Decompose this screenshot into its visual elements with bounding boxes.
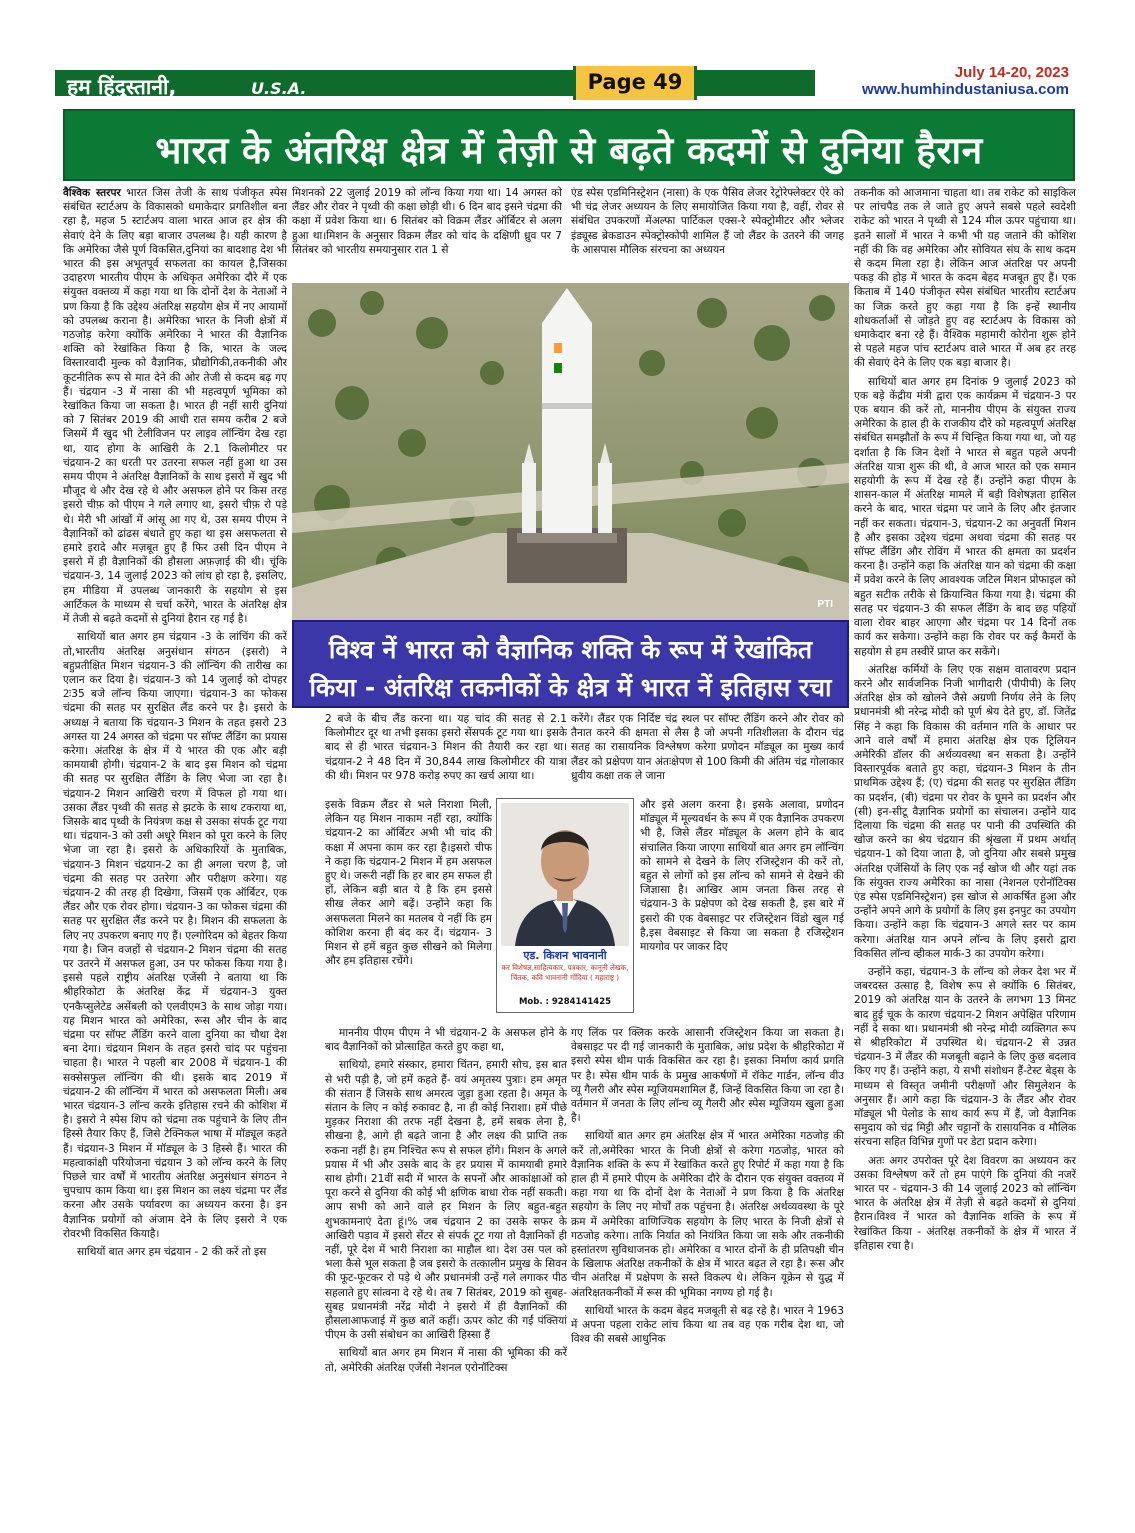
paragraph: और इसे अलग करना है। इसके अलावा, प्रणोदन मॉड्यूल में मूल्यवर्धन के रूप में एक वैज्ञानिक उपकरण भी है, जिसे लैंडर मॉड्यूल के अलग होने के बाद संचालित किया जाएगा साथियों बात अगर हम लॉन्चिंग को सामने से देखने के लिए रजिस्ट्रेशन की करें तो, बहुत से लोगों को इस लॉन्च को सामने से देखने की जिज्ञासा है। आखिर आम जनता किस तरह से चंद्रयान-3 के प्रक्षेपण को देख सकती है, इस बारे में इसरो की एक वेबसाइट पर रजिस्ट्रेशन विंडो खुल गई है,इस वेबसाइट से किया जा सकता है रजिस्ट्रेशन मायगोव पर जाकर दिए: [640, 799, 844, 954]
author-portrait: [501, 803, 629, 946]
lead-in: वैश्विक स्तरपर: [63, 187, 121, 199]
article-column-3-a: [571, 712, 844, 796]
paragraph: गए लिंक पर क्लिक करके आसानी रजिस्ट्रेशन किया जा सकता है। वेबसाइट पर दी गई जानकारी के मुताबिक, आंध्र प्रदेश के श्रीहरिकोटा में इसरो स्पेस थीम पार्क विकसित कर रहा है। इसका निर्माण कार्य प्रगति पर है। स्पेस थीम पार्क के प्रमुख आकर्षणों में रॉकेट गार्डन, लॉन्च वीउ व्यू गैलरी और स्पेस म्यूजियमशामिल हैं, जिन्हें विकसित किया जा रहा है। वर्तमान में जनता के लिए लॉन्च व्यू गैलरी और स्पेस म्यूजियम खुला हुआ है।: [571, 1027, 844, 1125]
page-number: Page 49: [587, 70, 683, 94]
article-column-2-b: [325, 798, 492, 1024]
paragraph: करेंगे। लैंडर एक निर्दिष्ट चंद्र स्थल पर सॉफ्ट लैंडिंग करने और रोवर को तैनात करने की क्षमता से लैस है जो अपनी गतिशीलता के दौरान चंद्र सतह का रासायनिक विश्लेषण करेगा प्रणोदन मॉड्यूल का मुख्य कार्य लैंडर को प्रक्षेपण यान अंतःक्षेपण से 100 किमी की अंतिम चंद्र गोलाकार ध्रुवीय कक्षा तक ले जाना: [571, 713, 844, 782]
paragraph: माननीय पीएम पीएम ने भी चंद्रयान-2 के असफल होने के बाद वैज्ञानिकों को प्रोत्साहित करते हुए कहा था,: [325, 1027, 567, 1054]
subheadline-line-2: किया - अंतरिक्ष तकनीकों के क्षेत्र में भारत नें इतिहास रचा: [309, 673, 832, 702]
rocket-launch-pad-image: [292, 283, 849, 620]
paragraph: साथियों बात अगर हम चंद्रयान - 2 की करें तो इस: [77, 1246, 267, 1259]
headline-banner: [63, 109, 1075, 181]
masthead-title: हम हिंदुस्तानी,: [67, 75, 177, 99]
masthead-meta: [815, 64, 1075, 100]
article-column-2-top: [292, 186, 562, 282]
subheadline-line-1: विश्व नें भारत को वैज्ञानिक शक्ति के रूप में रेखांकित: [328, 635, 813, 664]
article-column-4: [854, 186, 1076, 1454]
subheadline-box: [292, 620, 849, 708]
article-column-3-c: [571, 1026, 844, 1454]
paragraph: साथियों बात अगर हम दिनांक 9 जुलाई 2023 को एक बड़े केंद्रीय मंत्री द्वारा एक कार्यक्रम में चंद्रयान-3 पर एक बयान की करें तो, माननीय पीएम के संयुक्त राज्य अमेरिका के हाल ही के राजकीय दौरे को महत्वपूर्ण अंतरिक्ष संबंधित समझौतों के रूप में चिन्हित किया गया था, जो यह दर्शाता है कि जिन देशों ने भारत से बहुत पहले अपनी अंतरिक्ष यात्रा शुरू की थी, वे आज भारत को एक समान सहयोगी के रूप में देख रहे हैं। उन्होंने कहा पीएम के शासन-काल में अंतरिक्ष मामले में बड़ी विशेषज्ञता हासिल करने के बाद, भारत चंद्रमा पर जाने के लिए और इंतजार नहीं कर सकता। चंद्रयान-3, चंद्रयान-2 का अनुवर्ती मिशन है और इसका उद्देश्य चंद्रमा अथवा चंद्रमा की सतह पर सॉफ्ट लैंडिंग और रोविंग में भारत की क्षमता का प्रदर्शन करना है। उन्होंने कहा कि अंतरिक्ष यान को चंद्रमा की कक्षा में प्रवेश करने के लिए आवश्यक जटिल मिशन प्रोफाइल को बहुत सटीक तरीके से क्रियान्वित किया गया है। चंद्रमा की सतह पर चंद्रयान-3 की सफल लैंडिंग के बाद छह पहियों वाला रोवर बाहर आएगा और चंद्रमा पर 14 दिनों तक कार्य कर सकेगा। उन्होंने कहा कि रोवर पर कई कैमरों के सहयोग से हम तस्वीरें प्राप्त कर सकेंगे।: [854, 375, 1076, 658]
article-column-3-top: [571, 186, 844, 282]
paragraph: साथियों भारत के कदम बेहद मजबूती से बढ़ रहे है। भारत ने 1963 में अपना पहला राकेट लांच किया था तब वह एक गरीब देश था, जो विश्व की सबसे आधुनिक: [571, 1304, 844, 1346]
author-name: एड. किशन भावनानी: [523, 949, 607, 962]
article-column-2-c: [325, 1026, 567, 1454]
masthead: [55, 66, 1075, 100]
paragraph: अतः अगर उपरोक्त पूरे देश विवरण का अध्ययन कर उसका विश्लेषण करें तो हम पाएंगे कि दुनियां की नजरें भारत पर - चंद्रयान-3 की 14 जुलाई 2023 को लॉन्चिंग भारत के अंतरिक्ष क्षेत्र में तेज़ी से बढ़ते कदमों से दुनियां हैरान।विश्व नें भारत को वैज्ञानिक शक्ति के रूप में रेखांकित किया - अंतरिक्ष तकनीकों के क्षेत्र में भारत नें इतिहास रचा है।: [854, 1154, 1076, 1252]
headline: भारत के अंतरिक्ष क्षेत्र में तेज़ी से बढ़ते कदमों से दुनिया हैरान: [155, 129, 983, 172]
paragraph: उन्होंने कहा, चंद्रयान-3 के लॉन्च को लेकर देश भर में जबरदस्त उत्साह है, विशेष रूप से क्योंकि 6 सितंबर, 2019 को अंतरिक्ष यान के उतरने के लगभग 13 मिनट बाद हुई चूक के कारण चंद्रयान-2 मिशन अपेक्षित परिणाम नहीं दे सका था। प्रधानमंत्री श्री नरेन्द्र मोदी व्यक्तिगत रूप से श्रीहरिकोटा में उपस्थित थे। चंद्रयान-2 से उन्नत चंद्रयान-3 में लैंडर की मजबूती बढ़ाने के लिए कुछ बदलाव किए गए हैं। उन्होंने कहा, ये सभी संशोधन हैं-टेस्ट बेड्स के माध्यम से विस्तृत जमीनी परीक्षणों और सिमुलेशन के अनुसार हैं। आगे कहा कि चंद्रयान-3 के लैंडर और रोवर मॉड्यूल भी पेलोड के साथ कार्य रूप में हैं, जो वैज्ञानिक समुदाय को चंद्र मिट्टी और चट्टानों के रासायनिक व मौलिक संरचना सहित विभिन्न गुणों पर डेटा प्रदान करेगा।: [854, 965, 1076, 1149]
author-box: [496, 798, 634, 1013]
paragraph: मिशनको 22 जुलाई 2019 को लॉन्च किया गया था। 14 अगस्त को लैंडर और रोवर ने पृथ्वी की कक्षा छोड़ी थी। 6 दिन बाद इसने चंद्रमा की कक्षा में प्रवेश किया था। 6 सितंबर को विक्रम लैंडर ऑर्बिटर से अलग हुआ था।मिशन के अनुसार विक्रम लैंडर को चांद के दक्षिणी ध्रुव पर 7 सितंबर को भारतीय समयानुसार रात 1 से: [292, 187, 562, 256]
website-link[interactable]: www.humhindustaniusa.com: [862, 81, 1069, 98]
page-number-box: [573, 66, 697, 100]
paragraph-text: भारत जिस तेजी के साथ पंजीकृत स्पेस संबंधित स्टार्टअप के विकासको धमाकेदार प्रगतिशील बना रहा है, महज 5 स्टार्टअप वाला भारत आज हर क्षेत्र की सेवाएं देने के लिए बड़ा बाजार उपलब्ध है। यही कारण है कि अमेरिका जैसे पूर्ण विकसित,दुनियां का बादशाह देश भी भारत की इस अभूतपूर्व सफलता का कायल है,जिसका उदाहरण भारतीय पीएम के अधिकृत अमेरिका दौरे में एक संयुक्त वक्तव्य में कहा गया था कि दोनों देश के नेताओं ने प्रण किया है कि उद्देश्य अंतरिक्ष सहयोग क्षेत्र में नए आयामों को उपलब्ध कराना है। अमेरिका भारत के निजी क्षेत्रों में गठजोड़ करेगा क्योंकि अमेरिका ने भारत की वैज्ञानिक शक्ति को रेखांकित किया है कि, भारत के जल्द विस्तारवादी मुल्क को वैज्ञानिक, प्रौद्योगिकी,तकनीकी और कूटनीतिक रूप से मात देने की ओर तेजी से कदम बढ़ गए हैं। चंद्रयान -3 में नासा की भी महत्वपूर्ण भूमिका को रेखांकित किया जा सकता है। भारत ही नहीं सारी दुनियां को 7 सितंबर 2019 की आधी रात समय करीब 2 बजे जिसमें मैं खुद भी टेलीविजन पर लाइव लॉन्चिंग देख रहा था, याद होगा के आखिरी के 2.1 किलोमीटर पर चंद्रयान-2 का धरती पर उतरना सफल नहीं हुआ था उस समय पीएम ने अंतरिक्ष वैज्ञानिकों के साथ इसरो में खुद भी मौजूद थे और देख रहे थे और असफल होने पर किस तरह इसरो चीफ़ को पीएम ने गले लगाए था, इसरो चीफ़ रो पड़े थे। मेरी भी आंखों में आंसू आ गए थे, उस समय पीएम ने वैज्ञानिकों को ढांढस बंधाते हुए कहा था इस असफलता से हमारे इरादे और मज़बूत हुए हैं फिर उसी दिन पीएम ने इसरो में ही वैज्ञानिकों की हौसला अफ़ज़ाई की थी। चूंकि चंद्रयान-3, 14 जुलाई 2023 को लांच हो रहा है, इसलिए, हम मीडिया में उपलब्ध जानकारी के सहयोग से इस आर्टिकल के माध्यम से चर्चा करेंगे, भारत के अंतरिक्ष क्षेत्र में तेजी से बढ़ते कदमों से दुनियां हैरान रह गई है।: [63, 187, 287, 626]
paragraph: तकनीक को आजमाना चाहता था। तब राकेट को साइकिल पर लांचपैड तक ले जाते हुए अपने सबसे पहले स्वदेशी राकेट को भारत ने पृथ्वी से 124 मील ऊपर पहुंचाया था। इतने सालों में भारत ने कभी भी यह जताने की कोशिश नहीं की कि वह अमेरिका और सोवियत संघ के साथ कदम से कदम मिला रहा है। लेकिन आज अंतरिक्ष पर अपनी पकड़ की होड़ में भारत के कदम बेहद मजबूत हुए हैं। एक किताब में 140 पंजीकृत स्पेस संबंधित भारतीय स्टार्टअप का जिक्र करते हुए कहा गया है कि इन्हें स्थानीय शोधकर्ताओं से जोड़ते हुए वह स्टार्टअप के विकास को धमाकेदार बना रहे हैं। वैश्विक महामारी कोरोना शुरू होने से पहले महज पांच स्टार्टअप वाले भारत में अब हर तरह की सेवाएं देने के लिए एक बड़ा बाजार है।: [854, 187, 1076, 370]
article-column-2-a: [325, 712, 567, 796]
article-column-1: [63, 186, 287, 1454]
paragraph: एंड स्पेस एडमिनिस्ट्रेशन (नासा) के एक पैसिव लेजर रेट्रोरेफ्लेक्टर ऐरे को भी चंद्र लेजर अध्ययन के लिए समायोजित किया गया है, वहीं, रोवर से संबंधित उपकरणों मेंअल्फा पार्टिकल एक्स-रे स्पेक्ट्रोमीटर और भ्लेजर इंड्यूस्ड ब्रेकडाउन स्पेक्ट्रोस्कोपी शामिल हैं जो लैंडर के उतरने की जगह के आसपास मौलिक संरचना का अध्ययन: [571, 187, 844, 256]
rocket-photo: [292, 283, 849, 620]
paragraph: इसके विक्रम लैंडर से भले निराशा मिली, लेकिन यह मिशन नाकाम नहीं रहा, क्योंकि चंद्रयान-2 का ऑर्बिटर अभी भी चांद की कक्षा में अपना काम कर रहा है।इसरो चीफ ने कहा कि चंद्रयान-2 मिशन में हम असफल हुए थे। जरूरी नहीं कि हर बार हम सफल ही हों, लेकिन बड़ी बात ये है कि हम इससे सीख लेकर आगे बढ़ें। उन्होंने कहा कि असफलता मिलने का मतलब ये नहीं कि हम कोशिश करना ही बंद कर दें। चंद्रयान- 3 मिशन से हमें बहुत कुछ सीखने को मिलेगा और हम इतिहास रचेंगे।: [325, 799, 492, 968]
article-column-3-b: [640, 798, 844, 1024]
paragraph: 2 बजे के बीच लैंड करना था। यह चांद की सतह से 2.1 किलोमीटर दूर था तभी इसका इसरो सेंसपर्क टूट गया था। इसके बाद से ही भारत चंद्रयान-3 मिशन की तैयारी कर रहा था।चंद्रयान-2 ने 48 दिन में 30,844 लाख किलोमीटर की यात्रा की थी। मिशन पर 978 करोड़ रुपए का खर्च आया था।: [325, 713, 567, 782]
photo-credit: PTI: [817, 599, 833, 610]
masthead-country: U.S.A.: [251, 79, 307, 98]
issue-date: July 14-20, 2023: [954, 64, 1069, 81]
paragraph: साथियों बात अगर हम मिशन में नासा की भूमिका की करें तो, अमेरिकी अंतरिक्ष एजेंसी नेशनल एरोनॉटिक्स: [325, 1347, 567, 1374]
paragraph: साथियों बात अगर हम अंतरिक्ष क्षेत्र में भारत अमेरिका गठजोड़ की करें तो,अमेरिका भारत के निजी क्षेत्रों से करेगा गठजोड़, भारत को वैज्ञानिक शक्ति के रूप में रेखांकित करते हुए रिपोर्ट में कहा गया है कि हाल ही में हमारे पीएम के अमेरिका दौरे के दौरान एक संयुक्त वक्तव्य में कहा गया था कि दोनों देश के नेताओं ने प्रण किया है कि अंतरिक्ष सहयोग के लिए नए मोर्चों तक पहुंचना है। अंतरिक्ष अर्थव्यवस्था के पूरे क्रम में अमेरिका वाणिज्यिक सहयोग के लिए भारत के निजी क्षेत्रों से गठजोड़ करेगा। ताकि निर्यात को नियंत्रित किया जा सके और तकनीकी हस्तांतरण सुविधाजनक हो। अमेरिका व भारत दोनों के ही प्रतिपक्षी चीन के खिलाफ अंतरिक्ष तकनीकों के क्षेत्र में भारत बढ़त ले रहा है। रूस और चीन अंतरिक्ष में प्रक्षेपण के सस्ते विकल्प थे। लेकिन यूक्रेन से युद्ध में अंतरिक्षतकनीकों में रूस की भूमिका नगण्य हो गई है।: [571, 1130, 844, 1299]
author-role: कर विशेषज्ञ,साहित्यकार, पत्रकार, कानूनी लेखक, चिंतक, कवि भावनानी गोंदिया ( महाराष्ट्र ): [501, 963, 629, 982]
paragraph: साथियों बात अगर हम चंद्रयान -3 के लांचिंग की करें तो,भारतीय अंतरिक्ष अनुसंधान संगठन (इसरो) ने बहुप्रतीक्षित मिशन चंद्रयान-3 की लॉन्चिंग की तारीख का एलान कर दिया है। चंद्रयान-3 को 14 जुलाई को दोपहर 2ः35 बजे लॉन्च किया जाएगा। चंद्रयान-3 का फोकस चंद्रमा की सतह पर सुरक्षित लैंड करने पर है। इसरो के अध्यक्ष ने बताया कि चंद्रयान-3 मिशन के तहत इसरो 23 अगस्त या 24 अगस्त को चंद्रमा पर सॉफ्ट लैंडिंग का प्रयास करेगा। अंतरिक्ष के क्षेत्र में ये भारत की एक और बड़ी कामयाबी होगी। चंद्रयान-2 के बाद इस मिशन को चंद्रमा की सतह पर सुरक्षित लैंडिंग के लिए भेजा जा रहा है। चंद्रयान-2 मिशन आखिरी चरण में विफल हो गया था। उसका लैंडर पृथ्वी की सतह से झटके के साथ टकराया था, जिसके बाद पृथ्वी के नियंत्रण कक्ष से उसका संपर्क टूट गया था। चंद्रयान-3 को उसी अधूरे मिशन को पूरा करने के लिए भेजा जा रहा है। इसरो के अधिकारियों के मुताबिक, चंद्रयान-3 मिशन चंद्रयान-2 का ही अगला चरण है, जो चंद्रमा की सतह पर उतरेगा और परीक्षण करेगा। यह चंद्रयान-2 की तरह ही दिखेगा, जिसमें एक ऑर्बिटर, एक लैंडर और एक रोवर होगा। चंद्रयान-3 का फोकस चंद्रमा की सतह पर सुरक्षित लैंड करने पर है। मिशन की सफलता के लिए नए उपकरण बनाए गए हैं। एल्गोरिदम को बेहतर किया गया है। जिन वजहों से चंद्रयान-2 मिशन चंद्रमा की सतह पर उतरने में असफल हुआ, उन पर फोकस किया गया है। इससे पहले राष्ट्रीय अंतरिक्ष एजेंसी ने बताया था कि श्रीहरिकोटा के अंतरिक्ष केंद्र में चंद्रयान-3 युक्त एनकैप्सुलेटेड असेंबली को एलवीएम3 के साथ जोड़ा गया। यह मिशन भारत को अमेरिका, रूस और चीन के बाद चंद्रमा पर सॉफ्ट लैंडिंग करने वाला दुनिया का चौथा देश बना देगा। चंद्रयान मिशन के तहत इसरो चांद पर पहुंचना चाहता है। भारत ने पहली बार 2008 में चंद्रयान-1 की सक्सेसफुल लॉन्चिंग की थी। इसके बाद 2019 में चंद्रयान-2 की लॉन्चिंग में भारत को असफलता मिली। अब भारत चंद्रयान-3 लॉन्च करके इतिहास रचने की कोशिश में है। इसरो ने स्पेस शिप को चंद्रमा तक पहुंचाने के लिए तीन हिस्से तैयार किए हैं, जिसे टेक्निकल भाषा में मॉड्यूल कहते हैं। चंद्रयान-3 मिशन में मॉड्यूल के 3 हिस्से हैं। भारत की महत्वाकांक्षी परियोजना चंद्रयान 3 को लॉन्च करने के लिए पिछले चार वर्षों में भारतीय अंतरिक्ष अनुसंधान संगठन ने चुपचाप काम किया था। इस मिशन का लक्ष्य चंद्रमा पर लैंड करना और उसके पर्यावरण का अध्ययन करना है। इन वैज्ञानिक प्रयोगों को अंजाम देने के लिए इसरो ने एक रोवरभी विकसित कियाहै।: [63, 631, 287, 1240]
paragraph: साथियो, हमारे संस्कार, हमारा चिंतन, हमारी सोच, इस बात से भरी पड़ी है, जो हमें कहते हैं- वयं अमृतस्य पुत्राः। हम अमृत की संतान हैं जिसके साथ अमरत्व जुड़ा हुआ रहता है। अमृत के संतान के लिए न कोई रुकावट है, ना ही कोई निराशा। हमें पीछे मुड़कर निराशा की तरफ नहीं देखना है, हमें सबक लेना है, सीखना है, आगे ही बढ़ते जाना है और लक्ष्य की प्राप्ति तक रुकना नहीं है। हम निश्चित रूप से सफल होंगे। मिशन के अगले प्रयास में भी और उसके बाद के हर प्रयास में कामयाबी हमारे साथ होगी। 21वीं सदी में भारत के सपनों और आकांक्षाओं को पूरा करने से दुनिया की कोई भी क्षणिक बाधा रोक नहीं सकती। आप सभी को आने वाले हर मिशन के लिए बहुत-बहुत शुभकामनाएं देता हूं।% जब चंद्रयान 2 का उसके सफर के आखिरी पड़ाव में इसरो सेंटर से संपर्क टूट गया तो वैज्ञानिकों ही नहीं, पूरे देश में भारी निराशा का माहौल था। देश उस पल को भला कैसे भूल सकता है जब इसरो के तत्कालीन प्रमुख के सिवन की फूट-फूटकर रो पड़े थे और प्रधानमंत्री उन्हें गले लगाकर पीठ सहलाते हुए सांत्वना दे रहे थे। तब 7 सितंबर, 2019 को सुबह-सुबह प्रधानमंत्री नरेंद्र मोदी ने इसरो में ही वैज्ञानिकों की हौसलाआफजाई में कुछ बातें कहीं। ऊपर कोट की गईं पंक्तियां पीएम के उसी संबोधन का आखिरी हिस्सा हैं: [325, 1059, 567, 1342]
author-photo: [501, 803, 629, 946]
author-mobile: Mob. : 9284141425: [518, 997, 612, 1007]
paragraph: अंतरिक्ष कर्मियों के लिए एक सक्षम वातावरण प्रदान करने और सार्वजनिक निजी भागीदारी (पीपीपी) के लिए अंतरिक्ष क्षेत्र को खोलने जैसे अग्रणी निर्णय लेने के लिए प्रधानमंत्री श्री नरेन्द्र मोदी को पूर्ण श्रेय देते हुए, डॉ. जितेंद्र सिंह ने कहा कि विकास की वर्तमान गति के आधार पर आने वाले वर्षों में हमारा अंतरिक्ष क्षेत्र एक ट्रिलियन अमेरिकी डॉलर की अर्थव्यवस्था बन सकता है। उन्होंने विस्तारपूर्वक बताते हुए कहा, चंद्रयान-3 मिशन के तीन प्राथमिक उद्देश्य हैं; (ए) चंद्रमा की सतह पर सुरक्षित लैंडिंग का प्रदर्शन, (बी) चंद्रमा पर रोवर के घूमने का प्रदर्शन और (सी) इन-सीटू वैज्ञानिक प्रयोगों का संचालन। उन्होंने याद दिलाया कि चंद्रमा की सतह पर पानी की उपस्थिति की खोज करने का श्रेय चंद्रयान की श्रृंखला में प्रथम अर्थात् चंद्रयान-1 को दिया जाता है, जो दुनिया और सबसे प्रमुख अंतरिक्ष एजेंसियों के लिए एक नई खोज थी और यहां तक कि संयुक्त राज्य अमेरिका का नासा (नेशनल एरोनॉटिक्स एंड स्पेस एडमिनिस्ट्रेशन) इस खोज से आकर्षित हुआ और उन्होंने अपने आगे के प्रयोगों के लिए इस इनपुट का उपयोग किया। उन्होंने कहा कि चंद्रयान-3 अगले स्तर पर काम करेगा। अंतरिक्ष यान अपने लॉन्च के लिए इसरो द्वारा विकसित लॉन्च व्हीकल मार्क-3 का उपयोग करेगा।: [854, 663, 1076, 960]
paragraph: [63, 186, 287, 626]
